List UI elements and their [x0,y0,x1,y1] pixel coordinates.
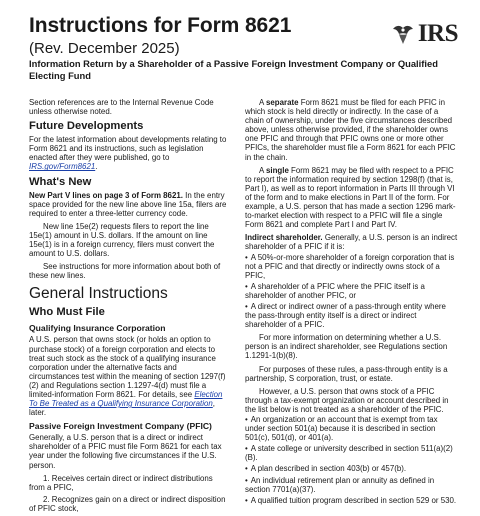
line-15e2-paragraph: New line 15e(2) requests filers to report the line 15e(1) amount in U.S. dollars. If the amount on line 15e(1) is in a foreign currency, filers must convert the amount to U.S. dollars. [29,221,215,259]
form-subtitle: Information Return by a Shareholder of a Passive Foreign Investment Company or Qualified Electing Fund [29,58,438,81]
list-item: • A 50%-or-more shareholder of a foreign corporation that is not a PFIC and that directly or indirectly owns stock of a PFIC, [245,253,459,280]
single-form-paragraph: A single Form 8621 may be filed with respect to a PFIC to report the information required by section 1298(f) (that is, Part I), as well as to report information in Parts III through VI of the form and to make elections in Part II of the form. For example, a U.S. person that has made a section 1296 mark-to-market election with respect to a PFIC will file a single Form 8621 and complete Part I and Part IV. [245,165,456,230]
list-item: • A shareholder of a PFIC where the PFIC itself is a shareholder of another PFIC, or [245,282,459,300]
qic-paragraph: A U.S. person that owns stock (or holds an option to purchase stock) of a foreign corporation and elects to treat such stock as the stock of a qualifying insurance corporation under the alternative facts and circumstances test within the meaning of section 1297(f)(2) and Regulations section 1.1297-4(d) must file a limited-information Form 8621. For details, see Election To Be Treated as a Qualifying Insurance Corporation, later. [29,335,226,418]
right-column [245,98,459,507]
tax-exempt-paragraph: However, a U.S. person that owns stock of a PFIC through a tax-exempt organization or account described in the list below is not treated as a shareholder of the PFIC. [245,386,449,414]
separate-form-paragraph: A separate Form 8621 must be filed for each PFIC in which stock is held directly or indirectly. In the case of a chain of ownership, under the five circumstances described above, unless otherwise provided, if the shareholder owns one PFIC and through that PFIC owns one or more other PFICs, the shareholder must file a Form 8621 for each PFIC in the chain. [245,98,456,162]
irs-eagle-logo-icon [390,21,416,47]
list-item: 1. Receives certain direct or indirect distributions from a PFIC, [29,473,213,492]
left-column [29,98,227,516]
indirect-shareholder-paragraph: Indirect shareholder. Generally, a U.S. person is an indirect shareholder of a PFIC if it is: [245,233,458,252]
revision-date: (Rev. December 2025) [29,40,180,57]
list-item: • An organization or an account that is exempt from tax under section 501(a) because it is described in section 501(c), 501(d), or 401(a). [245,415,459,442]
irs-logo [390,20,458,48]
page-title: Instructions for Form 8621 [29,14,292,37]
section-references-note: Section references are to the Internal Revenue Code unless otherwise noted. [29,98,214,117]
pfic-paragraph: Generally, a U.S. person that is a direct or indirect shareholder of a PFIC must file Form 8621 for each tax year under the following five circumstances if the U.S. person. [29,433,222,470]
irs-logo-text: IRS [417,20,458,47]
qic-heading: Qualifying Insurance Corporation [29,323,166,334]
list-item: • A direct or indirect owner of a pass-through entity where the pass-through entity itself is a direct or indirect shareholder of a PFIC. [245,302,459,329]
list-item: • An individual retirement plan or annuity as defined in section 7701(a)(37). [245,476,459,494]
who-must-file-heading: Who Must File [29,306,105,319]
new-part-v-paragraph: New Part V lines on page 3 of Form 8621. In the entry space provided for the new line above line 15a, filers are required to enter a three-letter currency code. [29,190,227,218]
whats-new-heading: What's New [29,175,92,188]
list-item: • A qualified tuition program described in section 529 or 530. [245,496,459,505]
general-instructions-heading: General Instructions [29,285,168,303]
qic-election-link[interactable]: Election To Be Treated as a Qualifying Insurance Corporation [29,389,223,409]
pfic-heading: Passive Foreign Investment Company (PFIC) [29,421,212,432]
list-item: • A state college or university described in section 511(a)(2)(B). [245,444,459,462]
future-developments-text: For the latest information about developments relating to Form 8621 and its instructions, such as legislation enacted after they were published, go to IRS.gov/Form8621. [29,135,227,172]
see-instructions-paragraph: See instructions for more information about both of these new lines. [29,262,221,281]
pass-through-paragraph: For purposes of these rules, a pass-through entity is a partnership, S corporation, trust, or estate. [245,364,448,383]
irs-gov-form8621-link[interactable]: IRS.gov/Form8621 [29,162,96,172]
future-developments-heading: Future Developments [29,120,144,133]
list-item: 2. Recognizes gain on a direct or indirect disposition of PFIC stock, [29,494,226,513]
list-item: • A plan described in section 403(b) or 457(b). [245,464,459,473]
more-info-paragraph: For more information on determining whether a U.S. person is an indirect shareholder, see Regulations section 1.1291-1(b)(8). [245,333,448,361]
